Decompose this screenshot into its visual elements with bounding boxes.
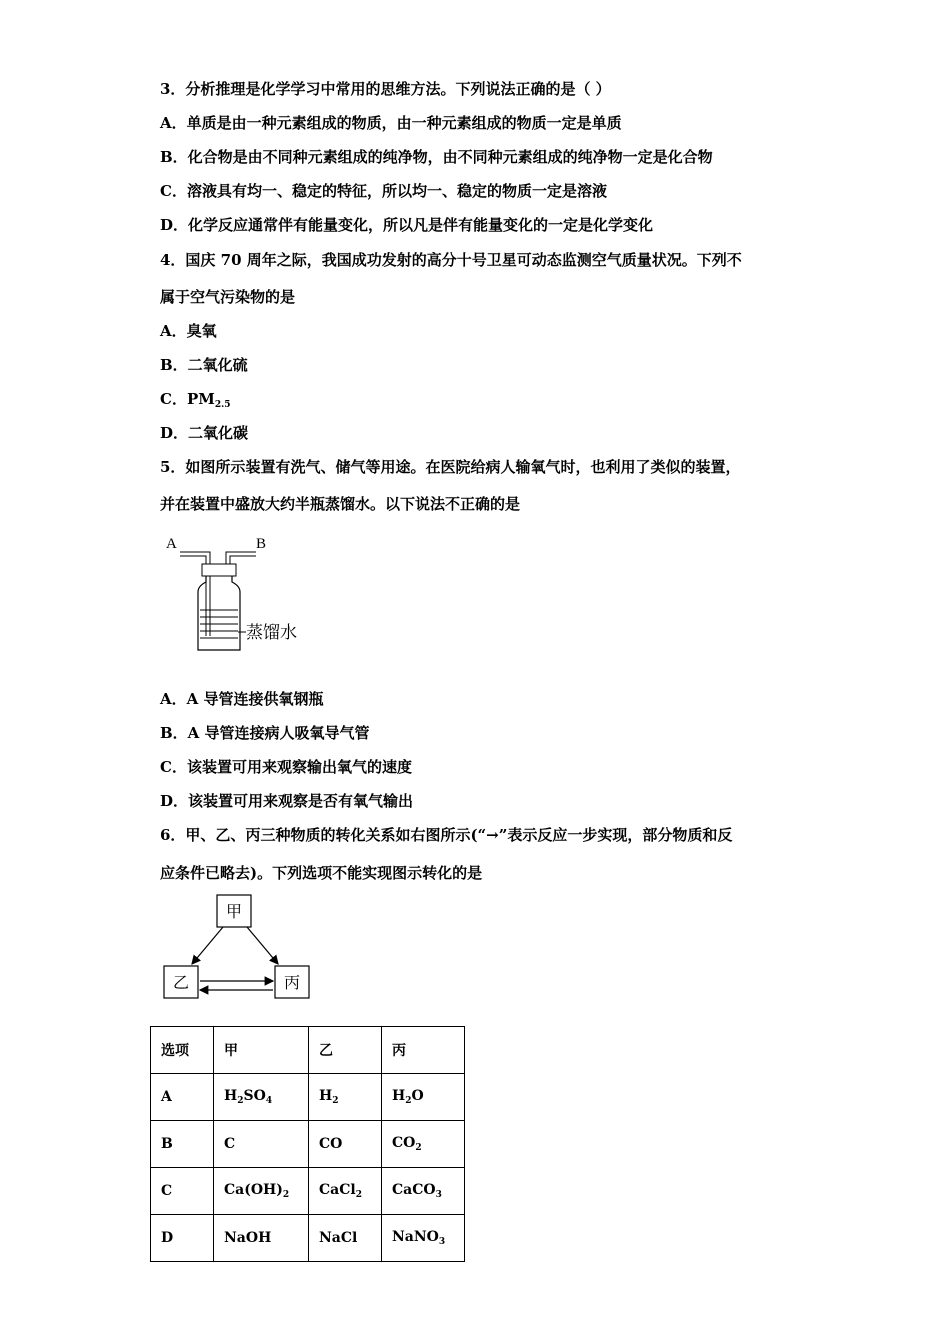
- q3-option-c: C．溶液具有均一、稳定的特征，所以均一、稳定的物质一定是溶液: [160, 182, 607, 200]
- formula-subscript: 2: [282, 1190, 290, 1200]
- table-cell: [214, 1168, 309, 1215]
- formula-text: C: [161, 1183, 173, 1199]
- table-row: [151, 1168, 465, 1215]
- table-cell: [151, 1168, 214, 1215]
- formula-text: CO: [392, 1135, 416, 1151]
- q5-stem-line1: 5．如图所示装置有洗气、储气等用途。在医院给病人输氧气时，也利用了类似的装置，: [160, 458, 741, 476]
- table-cell: [151, 1121, 214, 1168]
- q4-option-c-text: C．PM: [160, 390, 215, 408]
- q4-option-c-subscript: 2.5: [214, 400, 231, 410]
- q4-option-d: D．二氧化碳: [160, 424, 249, 442]
- q5-option-d: D．该装置可用来观察是否有氧气输出: [160, 792, 414, 810]
- formula-subscript: 2: [415, 1143, 422, 1153]
- table-cell: [214, 1121, 309, 1168]
- q4-stem-line2: 属于空气污染物的是: [160, 288, 296, 306]
- table-row: [151, 1121, 465, 1168]
- gas-washing-bottle-figure: [160, 530, 320, 658]
- header-cell: 丙: [382, 1027, 465, 1074]
- table-cell: [151, 1215, 214, 1262]
- formula-text: H: [224, 1088, 238, 1104]
- formula-text: Ca(OH): [224, 1182, 283, 1198]
- formula-text: CaCO: [392, 1182, 436, 1198]
- q6-stem-line2: 应条件已略去)。下列选项不能实现图示转化的是: [160, 864, 483, 882]
- q4-option-c: [160, 388, 231, 410]
- options-table: [150, 1026, 465, 1262]
- formula-text: SO: [243, 1088, 266, 1104]
- q3-option-a: A．单质是由一种元素组成的物质，由一种元素组成的物质一定是单质: [160, 114, 622, 132]
- q3-option-d: D．化学反应通常伴有能量变化，所以凡是伴有能量变化的一定是化学变化: [160, 216, 654, 234]
- q5-option-a: A．A 导管连接供氧钢瓶: [160, 690, 324, 708]
- label-yi: 乙: [172, 973, 190, 992]
- formula-text: CO: [319, 1136, 343, 1152]
- formula-text: CaCl: [319, 1182, 356, 1198]
- arrow-jia-to-bing: [247, 927, 278, 964]
- table-cell: [309, 1168, 382, 1215]
- stopper: [202, 564, 236, 576]
- formula-text: O: [411, 1088, 424, 1104]
- header-cell: 选项: [151, 1027, 214, 1074]
- formula-text: A: [161, 1089, 172, 1105]
- table-cell: [382, 1215, 465, 1262]
- q4-option-a: A．臭氧: [160, 322, 217, 340]
- table-cell: [309, 1215, 382, 1262]
- label-jia: 甲: [225, 902, 243, 921]
- table-body: [151, 1074, 465, 1262]
- formula-subscript: 2: [237, 1096, 244, 1106]
- table-cell: [214, 1215, 309, 1262]
- formula-subscript: 4: [265, 1096, 273, 1106]
- table-cell: [214, 1074, 309, 1121]
- table-header-row: [151, 1027, 465, 1074]
- arrow-jia-to-yi: [192, 927, 223, 964]
- table-cell: [382, 1074, 465, 1121]
- label-bing: 丙: [283, 973, 301, 992]
- formula-text: NaOH: [224, 1230, 272, 1246]
- table-row: [151, 1215, 465, 1262]
- table-cell: [309, 1121, 382, 1168]
- formula-subscript: 3: [438, 1237, 446, 1247]
- q5-option-c: C．该装置可用来观察输出氧气的速度: [160, 758, 412, 776]
- formula-text: B: [161, 1136, 173, 1152]
- header-cell: 甲: [214, 1027, 309, 1074]
- table-cell: [309, 1074, 382, 1121]
- formula-subscript: 2: [332, 1096, 339, 1106]
- formula-text: NaNO: [392, 1229, 439, 1245]
- q6-stem-line1: 6．甲、乙、丙三种物质的转化关系如右图所示(“→”表示反应一步实现，部分物质和反: [160, 826, 733, 844]
- formula-text: NaCl: [319, 1230, 358, 1246]
- fig-label-b: B: [256, 536, 267, 552]
- bottle: [198, 576, 240, 650]
- formula-text: D: [161, 1230, 174, 1246]
- formula-subscript: 2: [405, 1096, 412, 1106]
- header-cell: 乙: [309, 1027, 382, 1074]
- formula-subscript: 3: [435, 1190, 442, 1200]
- q5-option-b: B．A 导管连接病人吸氧导气管: [160, 724, 370, 742]
- fig-label-water: 蒸馏水: [246, 623, 297, 643]
- q5-stem-line2: 并在装置中盛放大约半瓶蒸馏水。以下说法不正确的是: [160, 495, 521, 513]
- formula-subscript: 2: [355, 1190, 362, 1200]
- q4-option-b: B．二氧化硫: [160, 356, 248, 374]
- formula-text: C: [224, 1136, 236, 1152]
- table-row: [151, 1074, 465, 1121]
- formula-text: H: [319, 1088, 333, 1104]
- fig-label-a: A: [166, 536, 177, 552]
- q4-stem-line1: 4．国庆 70 周年之际，我国成功发射的高分十号卫星可动态监测空气质量状况。下列不: [160, 251, 742, 269]
- table-cell: [151, 1074, 214, 1121]
- conversion-diagram: [160, 892, 320, 1004]
- q3-stem: 3．分析推理是化学学习中常用的思维方法。下列说法正确的是（ ）: [160, 80, 611, 98]
- table-cell: [382, 1121, 465, 1168]
- table-cell: [382, 1168, 465, 1215]
- formula-text: H: [392, 1088, 406, 1104]
- q3-option-b: B．化合物是由不同种元素组成的纯净物，由不同种元素组成的纯净物一定是化合物: [160, 148, 713, 166]
